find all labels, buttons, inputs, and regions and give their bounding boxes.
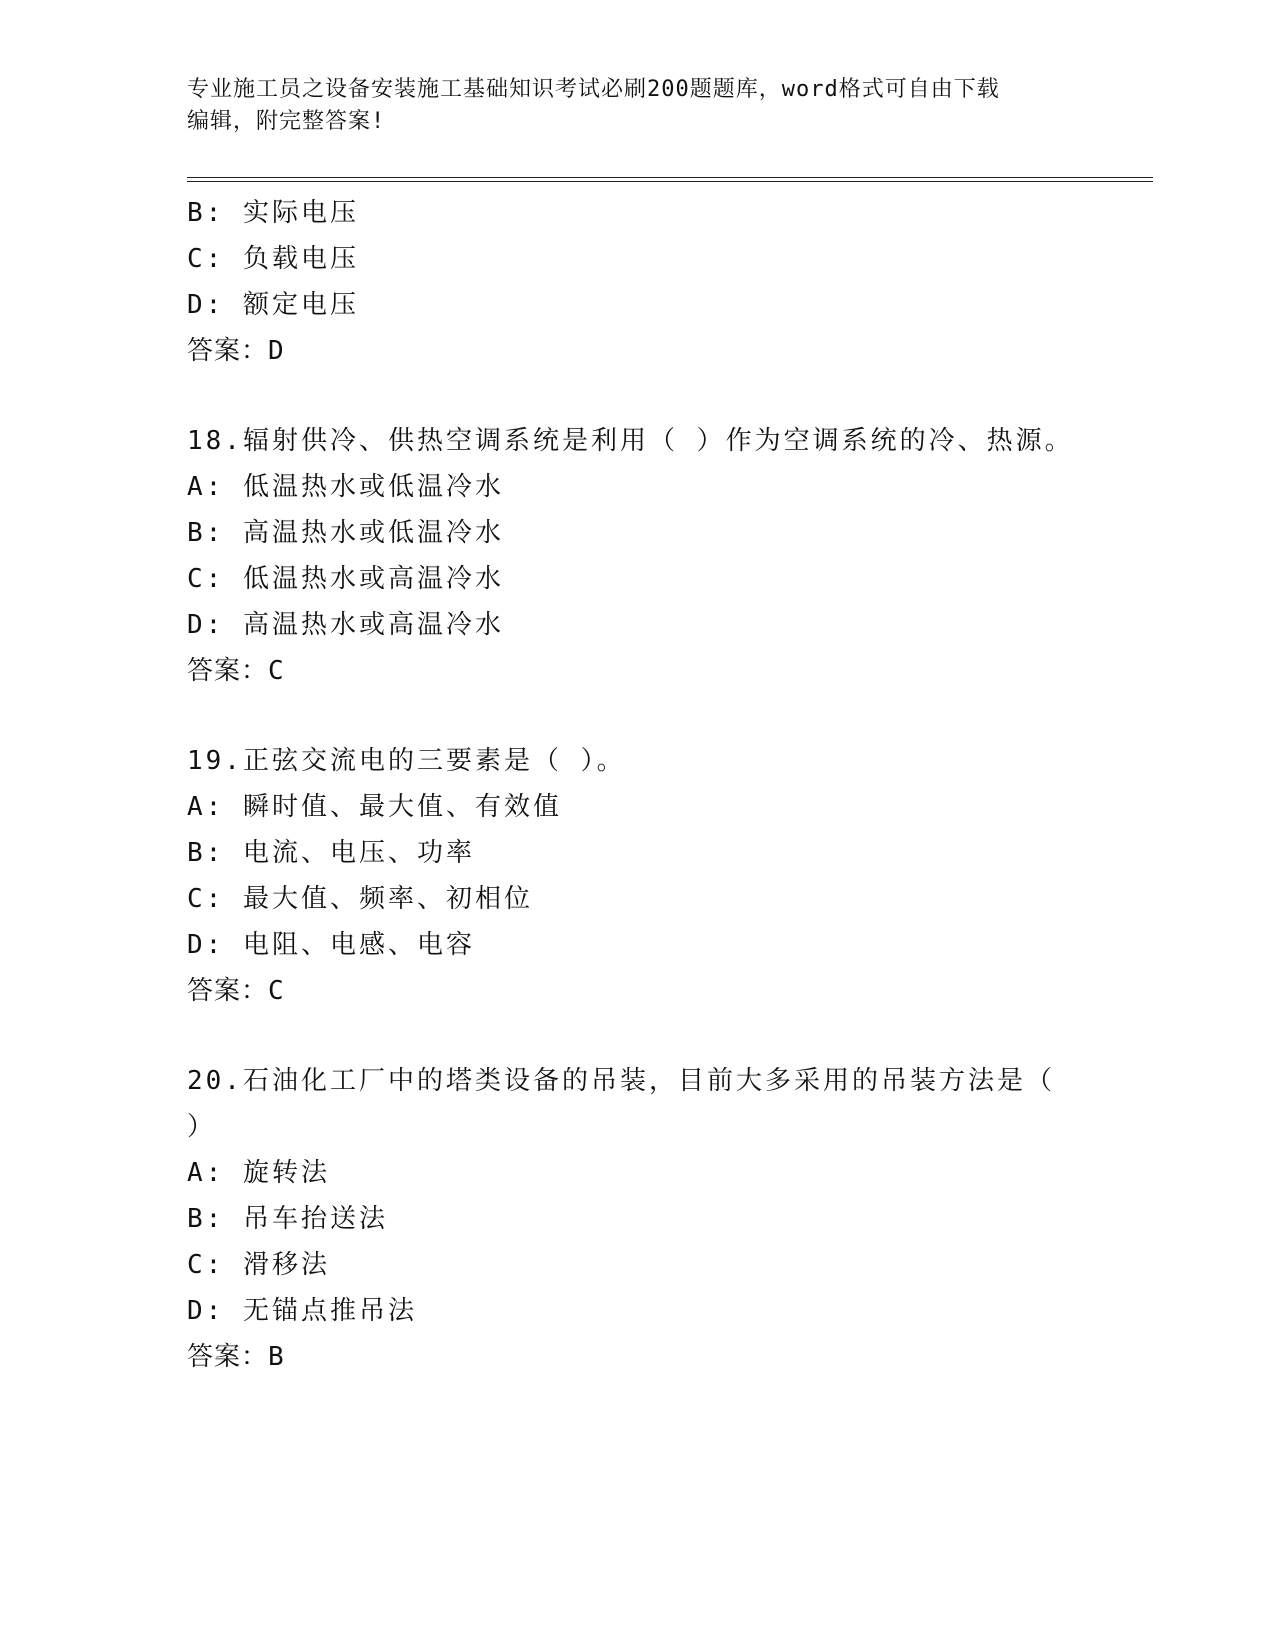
option-a: A: 瞬时值、最大值、有效值 <box>187 792 562 822</box>
answer-line: 答案：D <box>187 336 285 366</box>
option-c: C: 低温热水或高温冷水 <box>187 564 504 594</box>
option-b: B: 吊车抬送法 <box>187 1204 388 1234</box>
question-block-18 <box>187 418 1087 694</box>
question-text: 19.正弦交流电的三要素是（ ）。 <box>187 746 626 776</box>
document-header <box>187 74 1067 138</box>
answer-line: 答案：C <box>187 656 285 686</box>
option-c: C: 最大值、频率、初相位 <box>187 884 533 914</box>
option-b: B: 电流、电压、功率 <box>187 838 475 868</box>
header-divider-top <box>187 177 1153 178</box>
answer-line: 答案：C <box>187 976 285 1006</box>
option-a: A: 旋转法 <box>187 1158 330 1188</box>
option-a: A: 低温热水或低温冷水 <box>187 472 504 502</box>
question-list <box>187 190 1087 1380</box>
option-d: D: 高温热水或高温冷水 <box>187 610 504 640</box>
header-line-2: 编辑，附完整答案! <box>187 109 386 134</box>
option-c: C: 滑移法 <box>187 1250 330 1280</box>
option-d: D: 额定电压 <box>187 290 359 320</box>
option-d: D: 无锚点推吊法 <box>187 1296 417 1326</box>
option-b: B: 实际电压 <box>187 198 359 228</box>
question-text: 20.石油化工厂中的塔类设备的吊装，目前大多采用的吊装方法是（ <box>187 1066 1055 1096</box>
option-b: B: 高温热水或低温冷水 <box>187 518 504 548</box>
option-d: D: 电阻、电感、电容 <box>187 930 475 960</box>
answer-line: 答案：B <box>187 1342 285 1372</box>
question-block-20 <box>187 1058 1087 1380</box>
question-text-continued: ） <box>187 1112 217 1142</box>
question-text: 18.辐射供冷、供热空调系统是利用（ ）作为空调系统的冷、热源。 <box>187 426 1074 456</box>
header-line-1: 专业施工员之设备安装施工基础知识考试必刷200题题库，word格式可自由下载 <box>187 77 1000 102</box>
question-block-19 <box>187 738 1087 1014</box>
header-divider-bottom <box>187 181 1153 182</box>
question-block-17 <box>187 190 1087 374</box>
option-c: C: 负载电压 <box>187 244 359 274</box>
